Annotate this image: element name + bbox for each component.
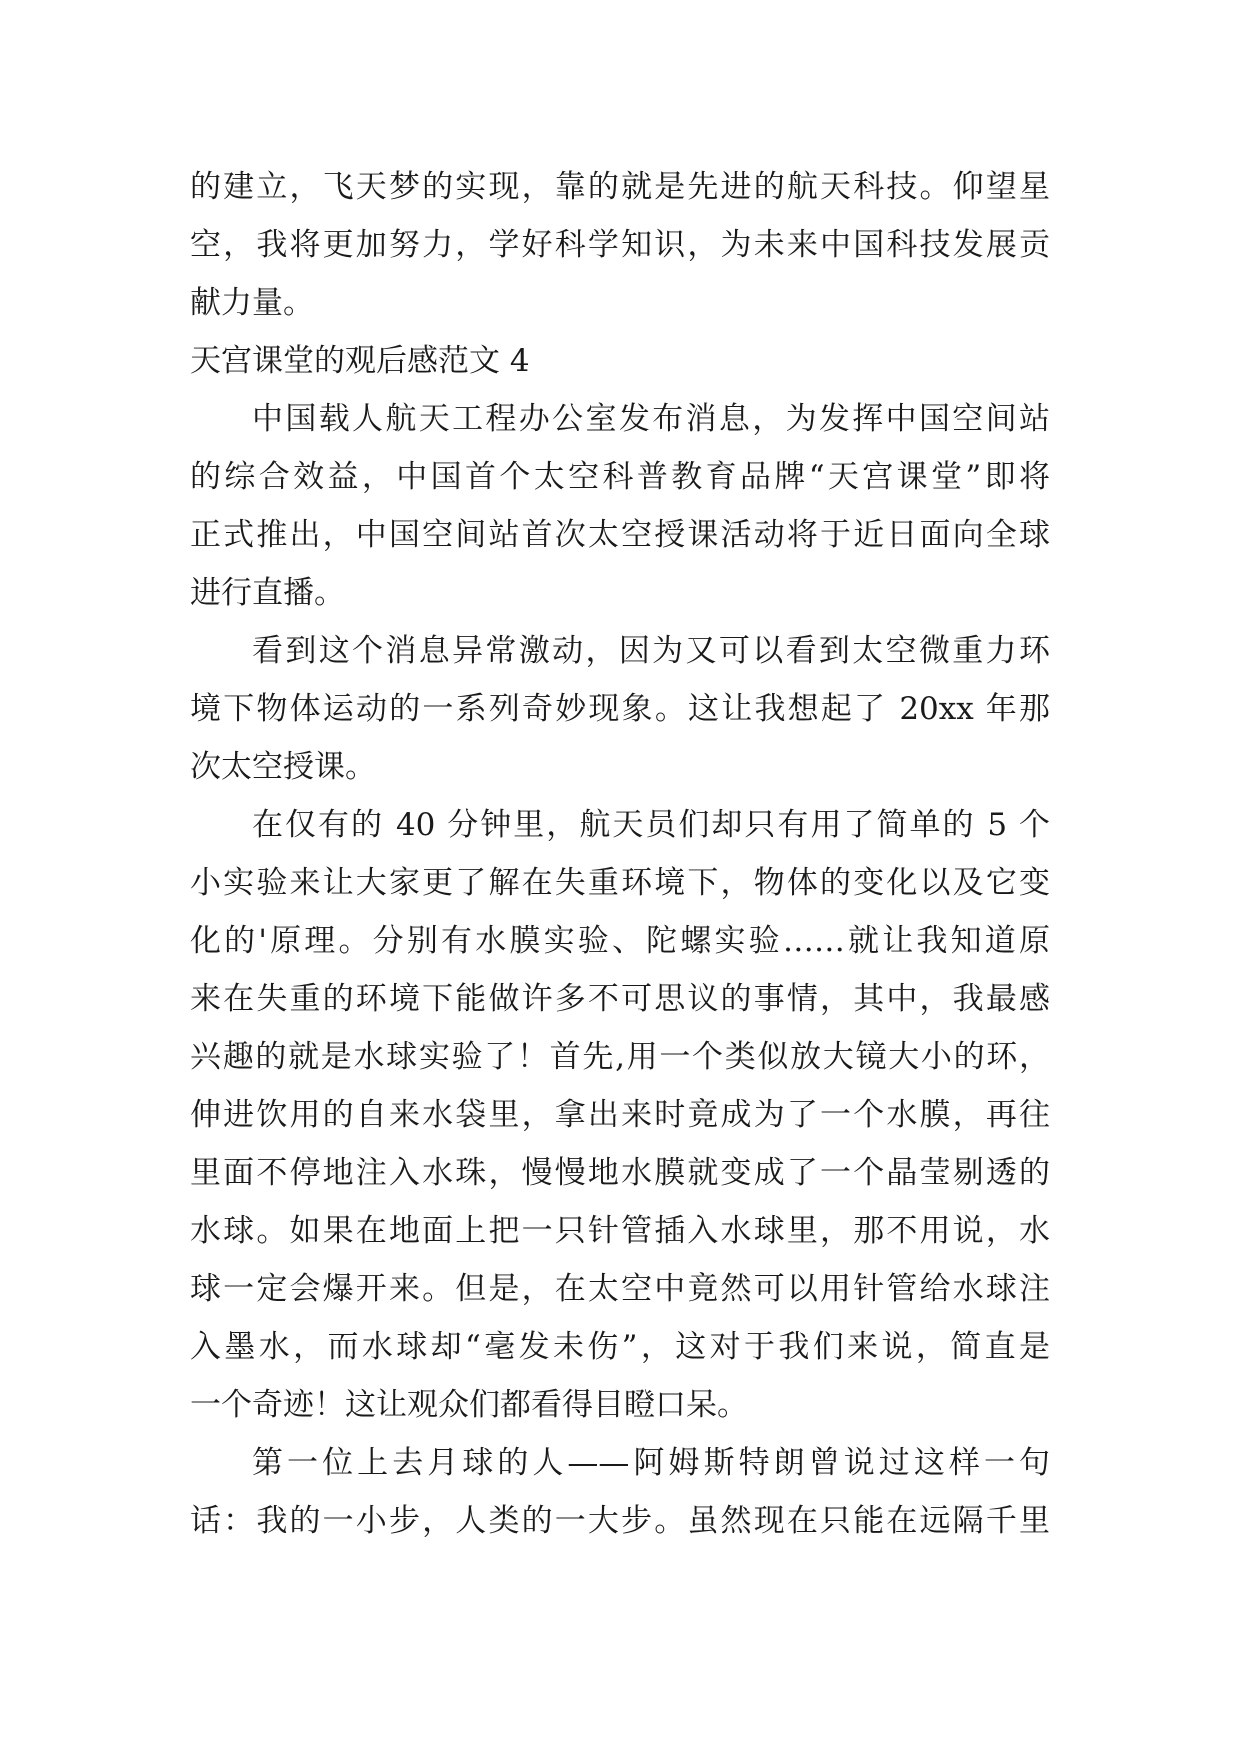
text-line: 一个奇迹！这让观众们都看得目瞪口呆。 [190, 1387, 748, 1423]
text-line: 看到这个消息异常激动，因为又可以看到太空微重力环 [252, 633, 1050, 669]
text-line: 中国载人航天工程办公室发布消息，为发挥中国空间站 [252, 401, 1050, 437]
text-line: 空，我将更加努力，学好科学知识，为未来中国科技发展贡 [190, 227, 1050, 263]
text-line: 水球。如果在地面上把一只针管插入水球里，那不用说，水 [190, 1213, 1050, 1249]
paragraph-3 [190, 796, 1050, 1434]
document-page [190, 158, 1050, 1550]
text-line: 的建立，飞天梦的实现，靠的就是先进的航天科技。仰望星 [190, 169, 1050, 205]
text-line: 正式推出，中国空间站首次太空授课活动将于近日面向全球 [190, 517, 1050, 553]
paragraph-2 [190, 622, 1050, 796]
text-line: 小实验来让大家更了解在失重环境下，物体的变化以及它变 [190, 865, 1050, 901]
intro-paragraph [190, 158, 1050, 332]
text-line: 献力量。 [190, 285, 314, 321]
paragraph-4 [190, 1434, 1050, 1550]
text-line: 境下物体运动的一系列奇妙现象。这让我想起了 20xx 年那 [190, 691, 1050, 727]
text-line: 进行直播。 [190, 575, 345, 611]
paragraph-1 [190, 390, 1050, 622]
section-title: 天宫课堂的观后感范文 4 [190, 343, 530, 379]
text-line: 兴趣的就是水球实验了！首先,用一个类似放大镜大小的环， [190, 1039, 1050, 1075]
text-line: 球一定会爆开来。但是，在太空中竟然可以用针管给水球注 [190, 1271, 1050, 1307]
text-line: 第一位上去月球的人——阿姆斯特朗曾说过这样一句 [252, 1445, 1050, 1481]
text-line: 伸进饮用的自来水袋里，拿出来时竟成为了一个水膜，再往 [190, 1097, 1050, 1133]
text-line: 入墨水，而水球却“毫发未伤”，这对于我们来说，简直是 [190, 1329, 1050, 1365]
text-line: 里面不停地注入水珠，慢慢地水膜就变成了一个晶莹剔透的 [190, 1155, 1050, 1191]
text-line: 的综合效益，中国首个太空科普教育品牌“天宫课堂”即将 [190, 459, 1050, 495]
text-line: 话：我的一小步，人类的一大步。虽然现在只能在远隔千里 [190, 1503, 1050, 1539]
text-line: 化的'原理。分别有水膜实验、陀螺实验……就让我知道原 [190, 923, 1050, 959]
text-line: 在仅有的 40 分钟里，航天员们却只有用了简单的 5 个 [252, 807, 1050, 843]
text-line: 次太空授课。 [190, 749, 376, 785]
text-line: 来在失重的环境下能做许多不可思议的事情，其中，我最感 [190, 981, 1050, 1017]
